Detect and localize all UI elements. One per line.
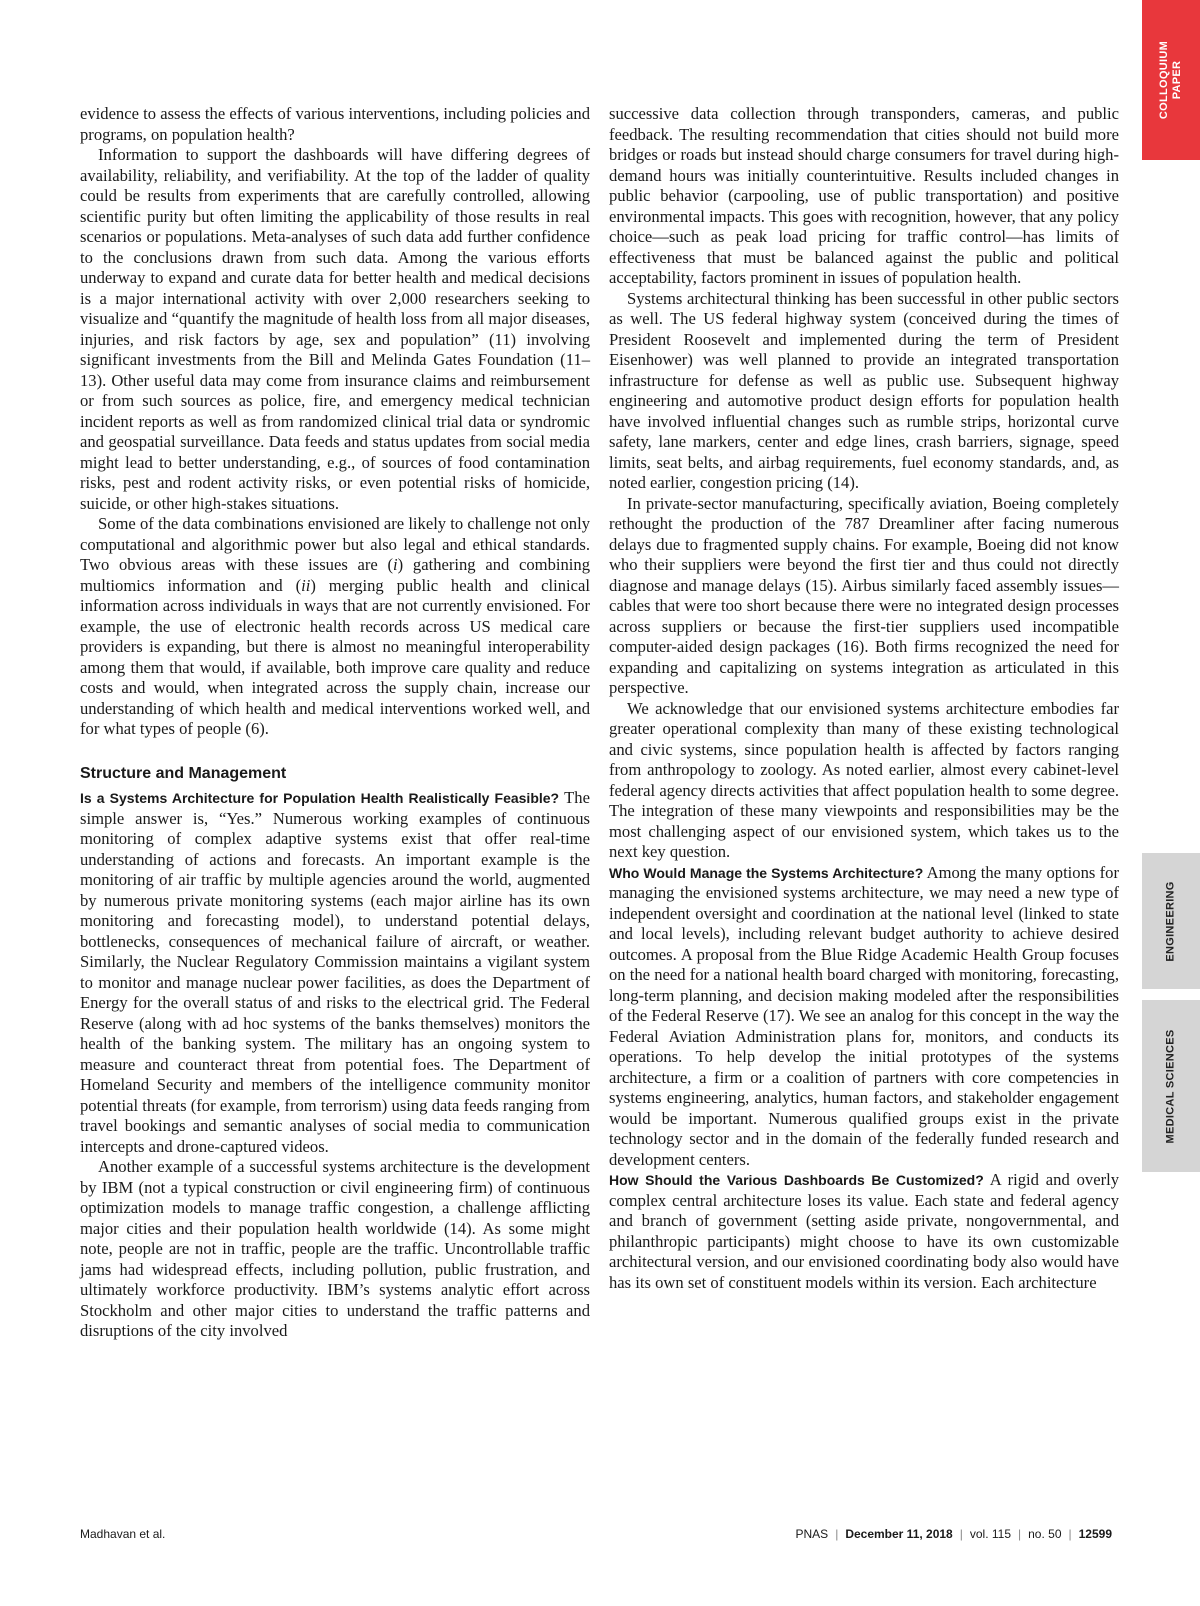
section-heading: Structure and Management: [80, 764, 287, 782]
paragraph: successive data collection through transponders, cameras, and public feedback. The resulting recommendation that cities should not build more bridges or roads but instead should charge consumers for travel during high-demand hours was initially counterintuitive. Results included changes in public behavior (carpooling, use of public transportation) and positive environmental impacts. This goes with recognition, however, that any policy choice—such as peak load pricing for traffic control—has limits of effectiveness that must be balanced against the public and political acceptability, factors prominent in issues of population health.: [609, 104, 1119, 287]
paragraph: Information to support the dashboards will have differing degrees of availability, reliability, and verifiability. At the top of the ladder of quality could be results from experiments that are carefully controlled, allowing scientific purity but often limiting the applicability of those results in real scenarios or populations. Meta-analyses of such data add further confidence to the conclusions drawn from such data. Among the various efforts underway to expand and curate data for better health and medical decisions is a major international activity with over 2,000 researchers seeking to visualize and “quantify the magnitude of health loss from all major diseases, injuries, and risk factors by age, sex and population” (11) involving significant investments from the Bill and Melinda Gates Foundation (11–13). Other useful data may come from insurance claims and reimbursement or from such sources as police, fire, and emergency medical technician incident reports as well as from randomized clinical trial data or syndromic and geospatial surveillance. Data feeds and status updates from social media might lead to better understanding, e.g., of sources of food contamination risks, pest and rodent activity risks, or even potential risks of homicide, suicide, or other high-stakes situations.: [80, 145, 590, 513]
footer-journal: PNAS: [795, 1527, 829, 1541]
footer-volume: vol. 115: [969, 1527, 1011, 1541]
right-column: [609, 104, 1119, 1293]
footer-date: December 11, 2018: [845, 1527, 953, 1541]
footer-citation: PNAS | December 11, 2018 | vol. 115 | no. 50 | 12599: [795, 1527, 1112, 1541]
paragraph: We acknowledge that our envisioned systems architecture embodies far greater operational complexity than many of these existing technological and civic systems, since population health is affected by factors ranging from anthropology to zoology. As noted earlier, almost every cabinet-level federal agency directs activities that affect population health to some degree. The integration of these many viewpoints and responsibilities may be the most challenging aspect of our envisioned system, which takes us to the next key question.: [609, 698, 1119, 861]
subsection-heading: Who Would Manage the Systems Architecture?: [609, 864, 924, 881]
paragraph: In private-sector manufacturing, specifically aviation, Boeing completely rethought the production of the 787 Dreamliner after facing numerous delays due to fragmented supply chains. For example, Boeing did not know who their suppliers were beyond the first tier and thus could not directly diagnose and manage delays (15). Airbus similarly faced assembly issues—cables that were too short because there were no integrated design processes across suppliers or because the first-tier suppliers used incompatible computer-aided design packages (16). Both firms recognized the need for expanding and capitalizing on systems integration as articulated in this perspective.: [609, 493, 1119, 697]
footer-authors: Madhavan et al.: [80, 1527, 166, 1541]
footer-issue: no. 50: [1028, 1527, 1062, 1541]
medical-sciences-section-tab: [1142, 1000, 1200, 1172]
subsection-heading: Is a Systems Architecture for Population Health Realistically Feasible?: [80, 790, 560, 806]
engineering-tab-label: ENGINEERING: [1164, 880, 1177, 962]
paragraph: Systems architectural thinking has been successful in other public sectors as well. The US federal highway system (conceived during the times of President Roosevelt and implemented during the term of President Eisenhower) was well planned to provide an integrated transportation infrastructure for defense as well as public use. Subsequent highway engineering and automotive product design efforts for population health have involved influential changes such as rumble strips, horizontal curve safety, lane markers, center and edge lines, crash barriers, signage, speed limits, seat belts, and airbag requirements, fuel economy standards, and, as noted earlier, congestion pricing (14).: [609, 288, 1119, 492]
paragraph: evidence to assess the effects of various interventions, including policies and programs, on population health?: [80, 104, 590, 144]
left-column: [80, 104, 590, 1342]
subsection-heading: How Should the Various Dashboards Be Customized?: [609, 1172, 984, 1188]
paragraph: Some of the data combinations envisioned are likely to challenge not only computational and algorithmic power but also legal and ethical standards. Two obvious areas with these issues are (i) gathering and combining multiomics information and (ii) merging public health and clinical information across individuals in ways that are not currently envisioned. For example, the use of electronic health records across US medical care providers is expanding, but there is almost no meaningful interoperability among them that would, if available, both improve care quality and reduce costs and would, when integrated across the supply chain, increase our understanding of which health and medical interventions worked well, and for what types of people (6).: [80, 514, 590, 738]
colloquium-paper-tab: [1142, 0, 1200, 160]
medical-tab-label: MEDICAL SCIENCES: [1164, 1029, 1177, 1143]
paragraph: Another example of a successful systems architecture is the development by IBM (not a typical construction or civil engineering firm) of continuous optimization models to manage traffic congestion, a challenge afflicting major cities and their population health worldwide (14). As some might note, people are not in traffic, people are the traffic. Uncontrollable traffic jams had widespread effects, including pollution, public frustration, and ultimately workforce productivity. IBM’s systems analytic effort across Stockholm and other major cities to understand the traffic patterns and disruptions of the city involved: [80, 1157, 590, 1340]
paragraph: Is a Systems Architecture for Population Health Realistically Feasible? The simple answer is, “Yes.” Numerous working examples of continuous monitoring of complex adaptive systems exist that offer real-time understanding of actions and forecasts. An important example is the monitoring of air traffic by multiple agencies around the world, augmented by numerous private monitoring systems (each major airline has its own monitoring and forecasting model), to understand potential delays, bottlenecks, consequences of mechanical failure of aircraft, or weather. Similarly, the Nuclear Regulatory Commission maintains a vigilant system to monitor and manage nuclear power facilities, as does the Department of Energy for the overall status of and risks to the electrical grid. The Federal Reserve (along with ad hoc systems of the banks themselves) monitors the health of the banking system. The military has an ongoing system to measure and counteract threat from potential foes. The Department of Homeland Security and members of the intelligence community monitor potential threats (for example, from terrorism) using data feeds ranging from travel bookings and semantic analyses of social media to communication intercepts and drone-captured videos.: [80, 788, 590, 1156]
paragraph: How Should the Various Dashboards Be Customized? A rigid and overly complex central architecture loses its value. Each state and federal agency and branch of government (setting aside private, nongovernmental, and philanthropic participants) might choose to have its own customizable architectural version, and our envisioned coordinating body also would have has its own set of constituent models within its version. Each architecture: [609, 1170, 1119, 1292]
footer-page-number: 12599: [1078, 1527, 1112, 1541]
paragraph: Who Would Manage the Systems Architecture? Among the many options for managing the envisioned systems architecture, we may need a new type of independent oversight and coordination at the national level (linked to state and local levels), including relevant budget authority to achieve desired outcomes. A proposal from the Blue Ridge Academic Health Group focuses on the need for a national health board charged with monitoring, forecasting, long-term planning, and decision making modeled after the responsibilities of the Federal Reserve (17). We see an analog for this concept in the way the Federal Aviation Administration plans for, monitors, and conducts its operations. To help develop the initial prototypes of the systems architecture, a firm or a coalition of partners with core competencies in systems engineering, analytics, human factors, and stakeholder engagement would be important. Numerous qualified groups exist in the private technology sector and in the domain of the federally funded research and development centers.: [609, 862, 1119, 1169]
colloquium-tab-label: COLLOQUIUM PAPER: [1158, 40, 1184, 120]
engineering-section-tab: [1142, 853, 1200, 989]
